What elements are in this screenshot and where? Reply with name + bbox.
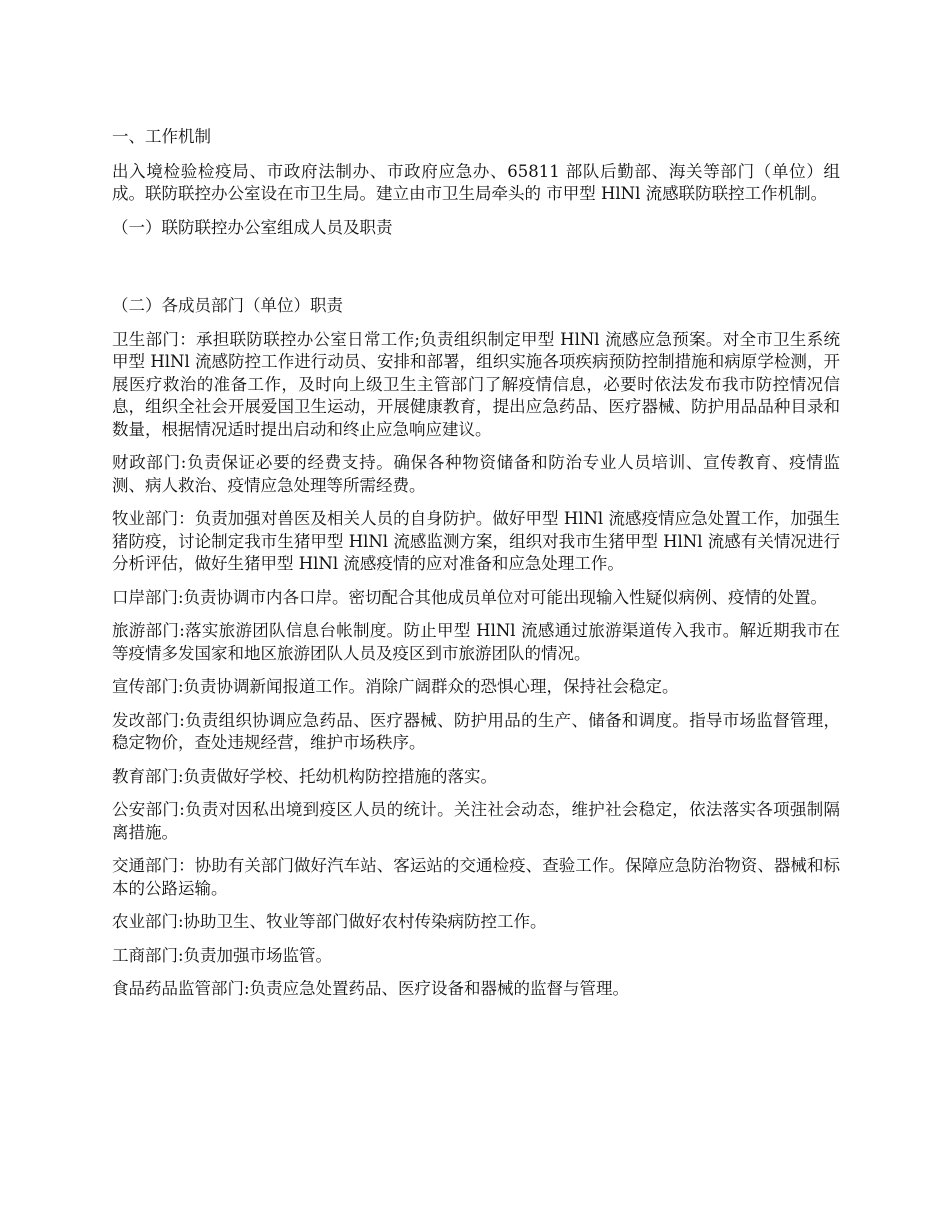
duty-port: 口岸部门:负责协调市内各口岸。密切配合其他成员单位对可能出现输入性疑似病例、疫情的处置。 — [112, 587, 828, 607]
duty-tourism: 旅游部门:落实旅游团队信息台帐制度。防止甲型 HlNl 流感通过旅游渠道传入我市。解近期我市在 等疫情多发国家和地区旅游团队人员及疫区到市旅游团队的情况。 — [112, 621, 840, 663]
duty-transport: 交通部门：协助有关部门做好汽车站、客运站的交通检疫、查验工作。保障应急防治物资、器械和标本的公路运输。 — [112, 856, 840, 898]
document-body — [112, 126, 840, 1012]
duty-agriculture: 农业部门:协助卫生、牧业等部门做好农村传染病防控工作。 — [112, 912, 547, 931]
duty-publicity: 宣传部门:负责协调新闻报道工作。消除广阔群众的恐惧心理，保持社会稳定。 — [112, 677, 679, 696]
subsection-title-2: （二）各成员部门（单位）职责 — [112, 296, 343, 315]
duty-education: 教育部门:负责做好学校、托幼机构防控措施的落实。 — [112, 766, 498, 786]
section-title: 一、工作机制 — [112, 127, 211, 146]
subsection-title-1: （一）联防联控办公室组成人员及职责 — [112, 217, 393, 237]
duty-food-drug: 食品药品监管部门:负责应急处置药品、医疗设备和器械的监督与管理。 — [112, 979, 630, 998]
duty-health: 卫生部门：承担联防联控办公室日常工作;负责组织制定甲型 HlNl 流感应急预案。对全市卫生系统甲型 HlNl 流感防控工作进行动员、安排和部署，组织实施各项疾病预防控制措施和病原学检测，开展医疗救治的准备工作，及时向上级卫生主管部门了解疫情信息，必要时依法发布我市防控情况信息，组织全社会开展爱国卫生运动，开展健康教育，提出应急药品、医疗器械、防护用品品种目录和数量，根据情况适时提出启动和终止应急响应建议。 — [112, 329, 840, 439]
duty-commerce: 工商部门:负责加强市场监管。 — [112, 945, 333, 965]
duty-finance: 财政部门:负责保证必要的经费支持。确保各种物资储备和防治专业人员培训、宣传教育、疫情监测、病人救治、疫情应急处理等所需经费。 — [112, 453, 840, 495]
blank-spacer — [112, 250, 840, 295]
duty-public-security: 公安部门:负责对因私出境到疫区人员的统计。关注社会动态，维护社会稳定，依法落实各项强制隔离措施。 — [112, 800, 840, 842]
intro-paragraph: 出入境检验检疫局、市政府法制办、市政府应急办、65811 部队后勤部、海关等部门（单位）组成。联防联控办公室设在市卫生局。建立由市卫生局牵头的 市甲型 HlNl 流感联防联控工作机制。 — [112, 161, 840, 203]
duty-animal-husbandry: 牧业部门：负责加强对兽医及相关人员的自身防护。做好甲型 HlNl 流感疫情应急处置工作，加强生猪防疫，讨论制定我市生猪甲型 HlNl 流感监测方案，组织对我市生猪甲型 HlNl 流感有关情况进行分析评估，做好生猪甲型 HlNl 流感疫情的应对准备和应急处理工作。 — [112, 509, 840, 573]
duty-development-reform: 发改部门:负责组织协调应急药品、医疗器械、防护用品的生产、储备和调度。指导市场监督管理，稳定物价，查处违规经营，维护市场秩序。 — [112, 710, 840, 752]
